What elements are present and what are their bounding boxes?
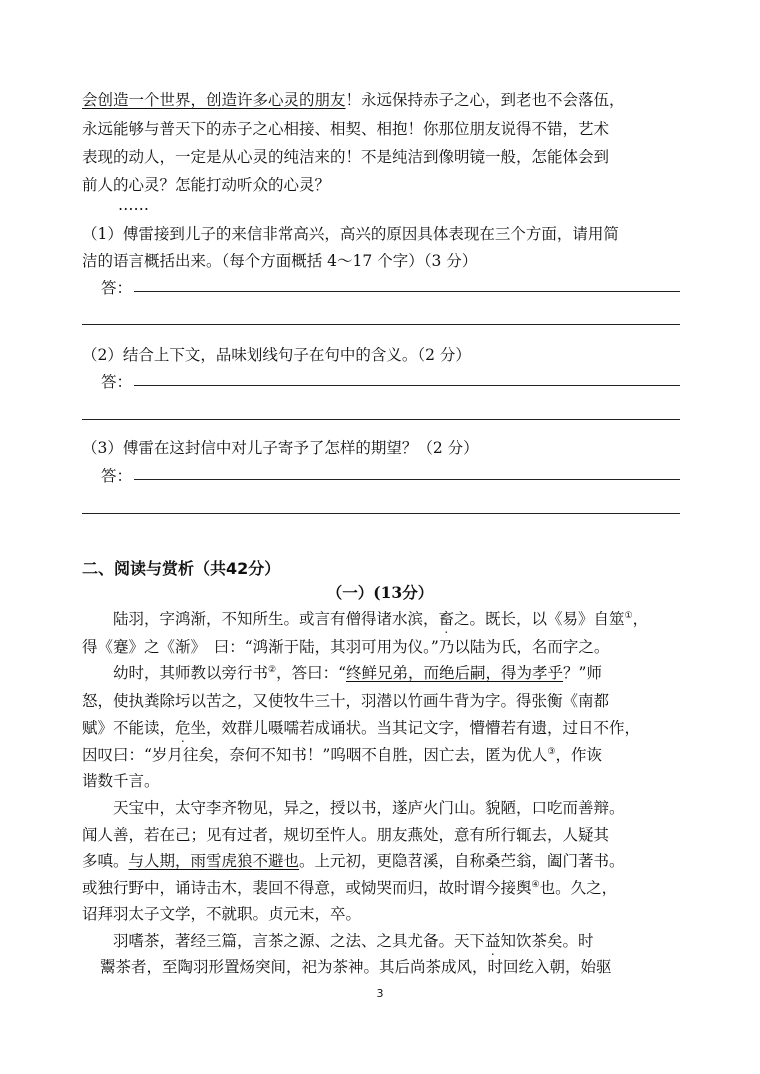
- footnote-mark: ④: [531, 879, 540, 890]
- footnote-mark: ②: [268, 664, 277, 675]
- footnote-mark: ③: [547, 746, 556, 757]
- passage-line: 赋》不能读，危坐，效群儿嗫嚅若成诵状。当其记文字，懵懵若有遗，过日不作，: [82, 719, 641, 737]
- answer-label-3: 答：: [101, 467, 133, 485]
- footnote-mark: ①: [624, 610, 633, 621]
- passage-line: 多嗔。与人期，雨雪虎狼不避也。上元初，更隐苕溪，自称桑苎翁，阖门著书。: [82, 852, 625, 870]
- underlined-sentence: 与人期，雨雪虎狼不避也: [128, 852, 300, 870]
- question-1-line-2: 洁的语言概括出来。（每个方面概括 4～17 个字）（3 分）: [82, 252, 478, 270]
- section-subtitle: （一）(13分）: [326, 583, 434, 602]
- answer-label-1: 答：: [101, 279, 133, 297]
- ellipsis: ……: [118, 196, 149, 214]
- letter-line-3: 表现的动人，一定是从心灵的纯洁来的！不是纯洁到像明镜一般，怎能体会到: [82, 148, 610, 166]
- answer-line-2a[interactable]: [134, 385, 680, 386]
- question-2: （2）结合上下文，品味划线句子在句中的含义。（2 分）: [82, 346, 471, 364]
- emphasis-dot-char: 畜: [438, 610, 455, 628]
- question-1-line-1: （1）傅雷接到儿子的来信非常高兴，高兴的原因具体表现在三个方面，请用简: [82, 225, 619, 243]
- underlined-sentence: 会创造一个世界，创造许多心灵的朋友: [82, 91, 346, 109]
- answer-line-1a[interactable]: [134, 291, 680, 292]
- letter-line-4: 前人的心灵？怎能打动听众的心灵？: [82, 176, 331, 194]
- emphasis-dot-char: 益: [485, 932, 501, 950]
- passage-line: 诏拜羽太子文学，不就职。贞元末，卒。: [82, 905, 362, 923]
- section-title: 二、阅读与赏析（共42分）: [82, 559, 281, 578]
- passage-line: 谐数千言。: [82, 772, 160, 790]
- answer-line-3b[interactable]: [82, 513, 680, 514]
- answer-label-2: 答：: [101, 373, 133, 391]
- passage-line: 得《蹇》之《渐》 曰：“鸿渐于陆，其羽可用为仪。”乃以陆为氏，名而字之。: [82, 638, 610, 656]
- passage-line: 因叹曰：“岁月往矣，奈何不知书！”呜咽不自胜，因亡去，匿为优人③，作诙: [82, 746, 602, 764]
- passage-line: 天宝中，太守李齐物见，异之，授以书，遂庐火门山。貌陋，口吃而善辩。: [82, 799, 625, 817]
- letter-line-2: 永远能够与普天下的赤子之心相接、相契、相抱！你那位朋友说得不错，艺术: [82, 120, 610, 138]
- passage-line: 幼时，其师教以旁行书②，答曰：“终鲜兄弟，而绝后嗣，得为孝乎？”师: [82, 664, 602, 682]
- question-3: （3）傅雷在这封信中对儿子寄予了怎样的期望？（2 分）: [82, 439, 479, 457]
- page-number: 3: [376, 987, 384, 1000]
- answer-line-2b[interactable]: [82, 419, 680, 420]
- answer-line-3a[interactable]: [134, 479, 680, 480]
- letter-line-1: 会创造一个世界，创造许多心灵的朋友！永远保持赤子之心，到老也不会落伍，: [82, 91, 625, 109]
- answer-line-1b[interactable]: [82, 324, 680, 325]
- passage-line: 或独行野中，诵诗击木，裴回不得意，或恸哭而归，故时谓今接舆④也。久之，: [82, 879, 618, 897]
- emphasis-dot-char: 危: [175, 719, 191, 737]
- passage-line: 鬻茶者，至陶羽形置炀突间，祀为茶神。其后尚茶成风，时回纥入朝，始驱: [100, 958, 612, 976]
- passage-line: 闻人善，若在己；见有过者，规切至忤人。朋友燕处，意有所行辄去，人疑其: [82, 826, 610, 844]
- passage-line: 羽嗜茶，著经三篇，言茶之源、之法、之具尤备。天下益知饮茶矣。时: [82, 932, 594, 950]
- underlined-sentence: 终鲜兄弟，而绝后嗣，得为孝乎: [346, 664, 564, 682]
- passage-line: 怒，使执粪除圬以苦之，又使牧牛三十，羽潜以竹画牛背为字。得张衡《南都: [82, 692, 610, 710]
- passage-line: 陆羽，字鸿渐，不知所生。或言有僧得诸水滨，畜之。既长，以《易》自筮①，: [82, 610, 649, 628]
